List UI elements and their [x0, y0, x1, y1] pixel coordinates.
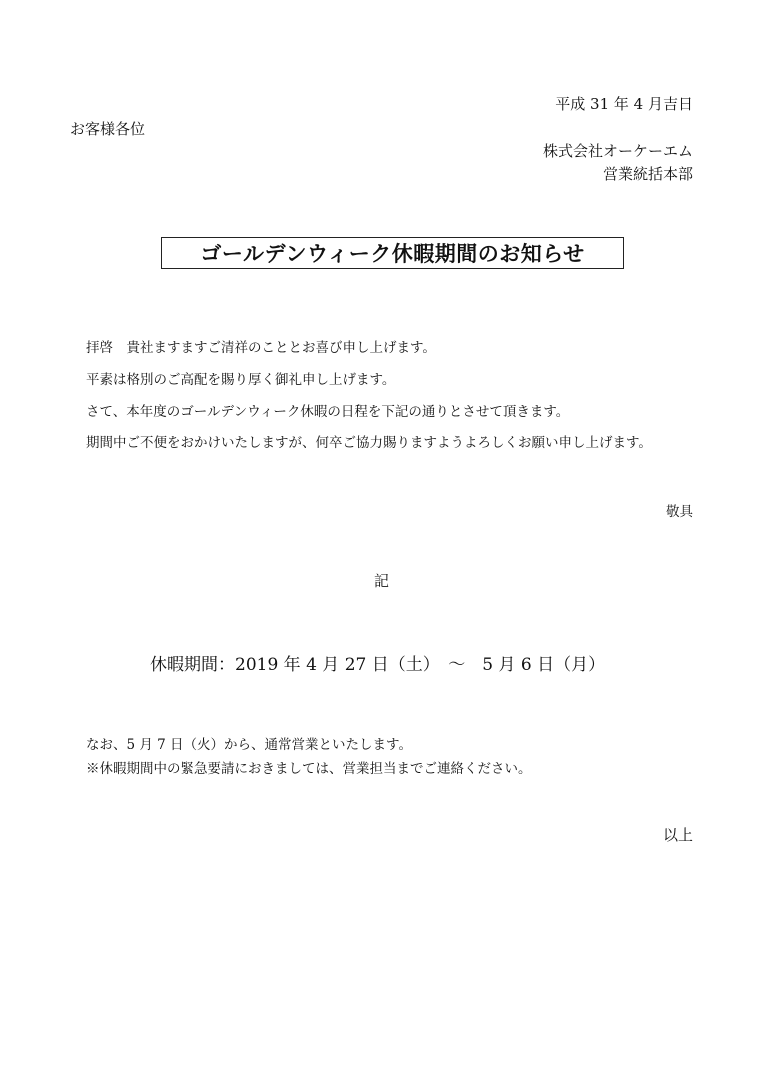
addressee: お客様各位 [70, 120, 146, 138]
document-date: 平成 31 年 4 月吉日 [555, 95, 693, 113]
department-name: 営業統括本部 [602, 165, 693, 183]
greeting-line: 拝啓 貴社ますますご清祥のこととお喜び申し上げます。 [86, 340, 436, 356]
ending-ijou: 以上 [662, 826, 693, 844]
thanks-line: 平素は格別のご高配を賜り厚く御礼申し上げます。 [86, 372, 396, 388]
emergency-note: ※休暇期間中の緊急要請におきましては、営業担当までご連絡ください。 [86, 761, 532, 777]
company-name: 株式会社オーケーエム [542, 142, 693, 160]
resume-note: なお、5 月 7 日（火）から、通常営業といたします。 [86, 737, 412, 753]
title-box [161, 237, 624, 269]
request-line: 期間中ご不便をおかけいたしますが、何卒ご協力賜りますようよろしくお願い申し上げます。 [86, 435, 652, 451]
ki-heading: 記 [373, 572, 389, 590]
schedule-line: さて、本年度のゴールデンウィーク休暇の日程を下記の通りとさせて頂きます。 [86, 404, 570, 420]
holiday-period: 休暇期間：2019 年 4 月 27 日（土） ～ 5 月 6 日（月） [150, 655, 606, 675]
closing-keigu: 敬具 [666, 504, 693, 520]
document-title: ゴールデンウィーク休暇期間のお知らせ [200, 241, 585, 266]
